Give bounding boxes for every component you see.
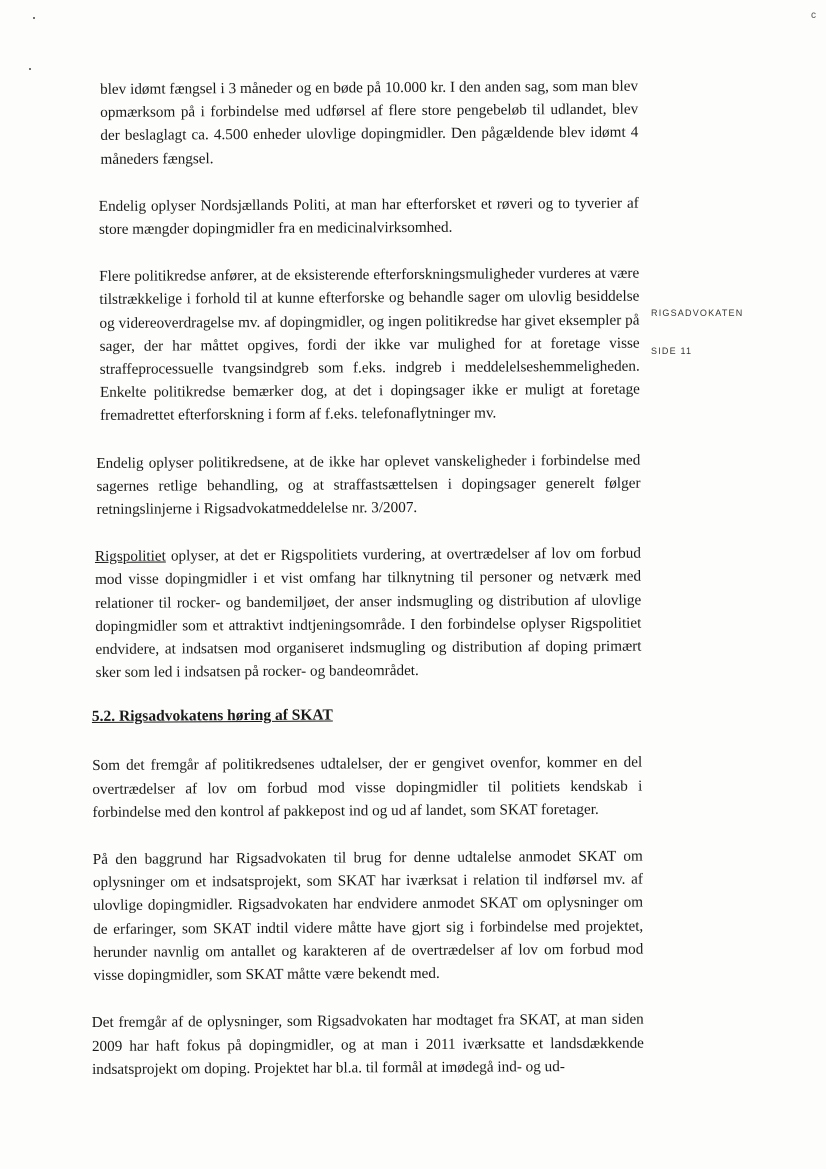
sidebar-organization: RIGSADVOKATEN [651, 308, 744, 318]
rigspolitiet-text: oplyser, at det er Rigspolitiets vurdering, at overtrædelser af lov om forbud mod visse dopingmidler i et vist omfang har tilknytning til personer og netværk med relationer til rocker- og bandemiljøet, der anser indsmugling og distribution af ulovlige dopingmidler som et attraktivt indtjeningsområde. I den forbindelse oplyser Rigspolitiet endvidere, at indsatsen mod organiseret indsmugling og distribution af doping primært sker som led i indsatsen på rocker- og bandeområdet. [95, 544, 642, 682]
corner-mark: c [811, 10, 816, 21]
paragraph-skat-anmodning: På den baggrund har Rigsadvokaten til brug for denne udtalelse anmodet SKAT om oplysninger om et indsatsprojekt, som SKAT har iværksat i relation til indførsel mv. af ulovlige dopingmidler. Rigsadvokaten har endvidere anmodet SKAT om oplysninger om de erfaringer, som SKAT indtil videre måtte have gjort sig i forbindelse med projektet, herunder navnlig om antallet og karakteren af de overtrædelser af lov om forbud mod visse dopingmidler, som SKAT måtte være bekendt med. [92, 847, 644, 985]
rigspolitiet-underlined-word: Rigspolitiet [94, 547, 166, 566]
document-body [86, 75, 644, 1105]
paragraph-sentence-continuation: blev idømt fængsel i 3 måneder og en bøde på 10.000 kr. I den anden sag, som man blev opmærksom på i forbindelse med udførsel af flere store pengebeløb til udlandet, blev der beslaglagt ca. 4.500 enheder ulovlige dopingmidler. Den pågældende blev idømt 4 måneders fængsel. [100, 77, 639, 168]
scan-speck [29, 68, 31, 70]
scan-speck [33, 17, 35, 19]
paragraph-skat-indsatsprojekt: Det fremgår af de oplysninger, som Rigsadvokaten har modtaget fra SKAT, at man siden 2009 har haft fokus på dopingmidler, og at man i 2011 iværksatte et landsdækkende indsatsprojekt om doping. Projektet har bl.a. til formål at imødegå ind- og ud- [91, 1010, 644, 1078]
paragraph-pakkepost-kontrol: Som det fremgår af politikredsenes udtalelser, der er gengivet ovenfor, kommer en del overtrædelser af lov om forbud mod visse dopingmidler til politiets kendskab i forbindelse med den kontrol af pakkepost ind og ud af landet, som SKAT foretager. [92, 754, 643, 821]
sidebar-page-number: SIDE 11 [651, 346, 693, 356]
paragraph-nordsjaellands-politi: Endelig oplyser Nordsjællands Politi, at man har efterforsket et røveri og to tyverier af store mængder dopingmidler fra en medicinalvirksomhed. [98, 194, 639, 238]
paragraph-efterforskningsmuligheder: Flere politikredse anfører, at de eksisterende efterforskningsmuligheder vurderes at være tilstrækkelige i forhold til at kunne efterforske og behandle sager om ulovlig besiddelse og videreoverdragelse mv. af dopingmidler, og ingen politikredse har givet eksempler på sager, der har måttet opgives, fordi der ikke var mulighed for at foretage visse straffeprocessuelle tvangsindgreb som f.eks. indgreb i meddelelseshemmeligheden. Enkelte politikredse bemærker dog, at det i dopingsager ikke er muligt at foretage fremadrettet efterforskning i form af f.eks. telefonaflytninger mv. [99, 264, 640, 425]
section-heading: 5.2. Rigsadvokatens høring af SKAT [91, 706, 333, 726]
paragraph-rigspolitiet [89, 542, 642, 685]
paragraph-retlige-behandling: Endelig oplyser politikredsene, at de ikke har oplevet vanskeligheder i forbindelse med sagernes retlige behandling, og at straffastsættelsen i dopingsager generelt følger retningslinjerne i Rigsadvokatmeddelelse nr. 3/2007. [96, 451, 641, 518]
